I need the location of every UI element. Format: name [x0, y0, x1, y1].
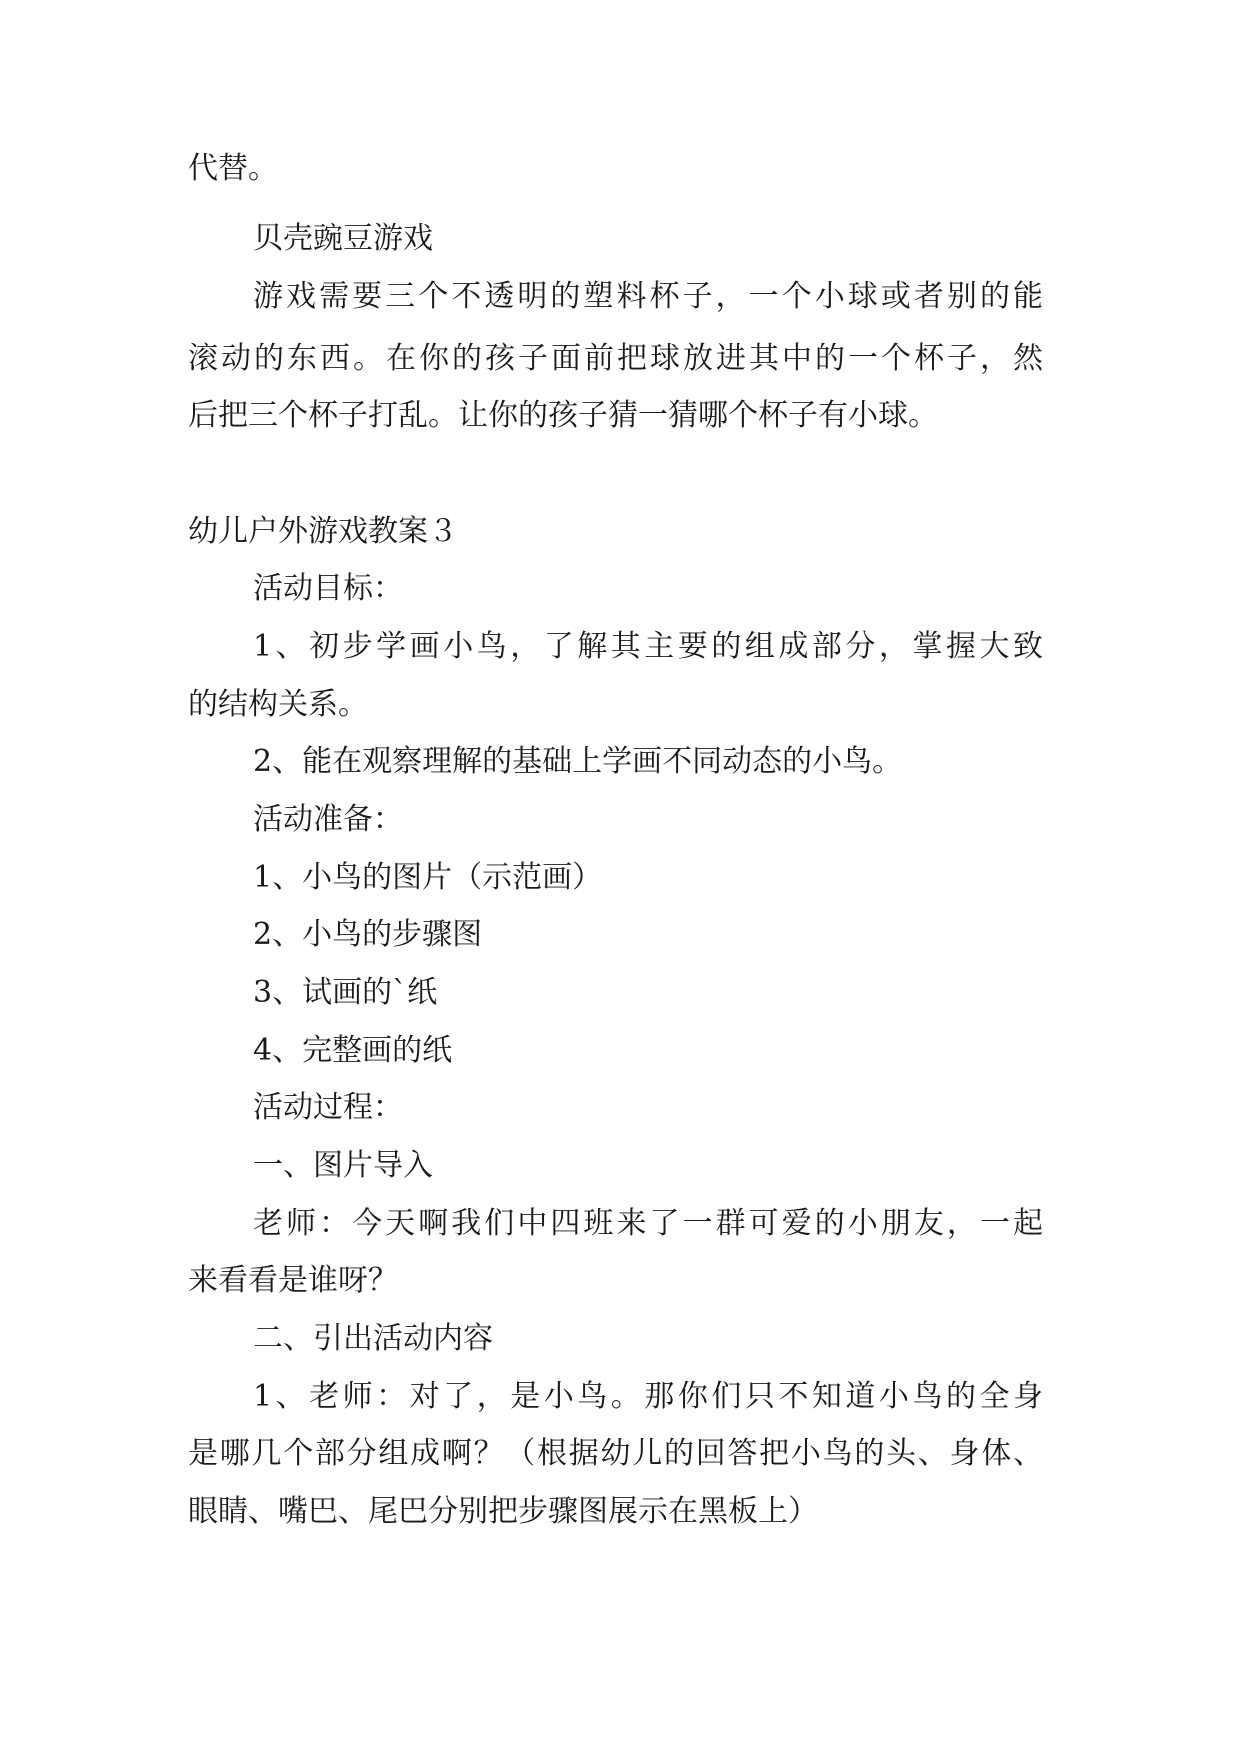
list-item: 1、小鸟的图片（示范画） [253, 860, 603, 895]
text-line: 2、能在观察理解的基础上学画不同动态的小鸟。 [253, 744, 903, 779]
text-line: 后把三个杯子打乱。让你的孩子猜一猜哪个杯子有小球。 [188, 398, 938, 433]
text-line: 游戏需要三个不透明的塑料杯子，一个小球或者别的能 [253, 279, 1043, 314]
section-title: 幼儿户外游戏教案３ [188, 514, 458, 549]
subheading: 二、引出活动内容 [253, 1321, 493, 1356]
text-line: 眼睛、嘴巴、尾巴分别把步骤图展示在黑板上） [188, 1494, 818, 1529]
text-line: 来看看是谁呀？ [188, 1263, 398, 1298]
text-line: 1、老师：对了，是小鸟。那你们只不知道小鸟的全身 [253, 1379, 1043, 1414]
subheading: 活动过程： [253, 1090, 403, 1125]
subheading: 活动目标： [253, 571, 403, 606]
text-line: 代替。 [188, 151, 278, 186]
subheading: 一、图片导入 [253, 1148, 433, 1183]
text-line: 1、初步学画小鸟，了解其主要的组成部分，掌握大致 [253, 629, 1043, 664]
subheading: 贝壳豌豆游戏 [253, 221, 433, 256]
text-line: 滚动的东西。在你的孩子面前把球放进其中的一个杯子，然 [188, 341, 1043, 376]
list-item: 2、小鸟的步骤图 [253, 917, 483, 952]
text-line: 是哪几个部分组成啊？（根据幼儿的回答把小鸟的头、身体、 [188, 1436, 1043, 1471]
text-line: 老师：今天啊我们中四班来了一群可爱的小朋友，一起 [253, 1206, 1043, 1241]
subheading: 活动准备： [253, 802, 403, 837]
list-item: 4、完整画的纸 [253, 1033, 453, 1068]
list-item: 3、试画的`纸 [253, 975, 438, 1010]
text-line: 的结构关系。 [188, 687, 368, 722]
